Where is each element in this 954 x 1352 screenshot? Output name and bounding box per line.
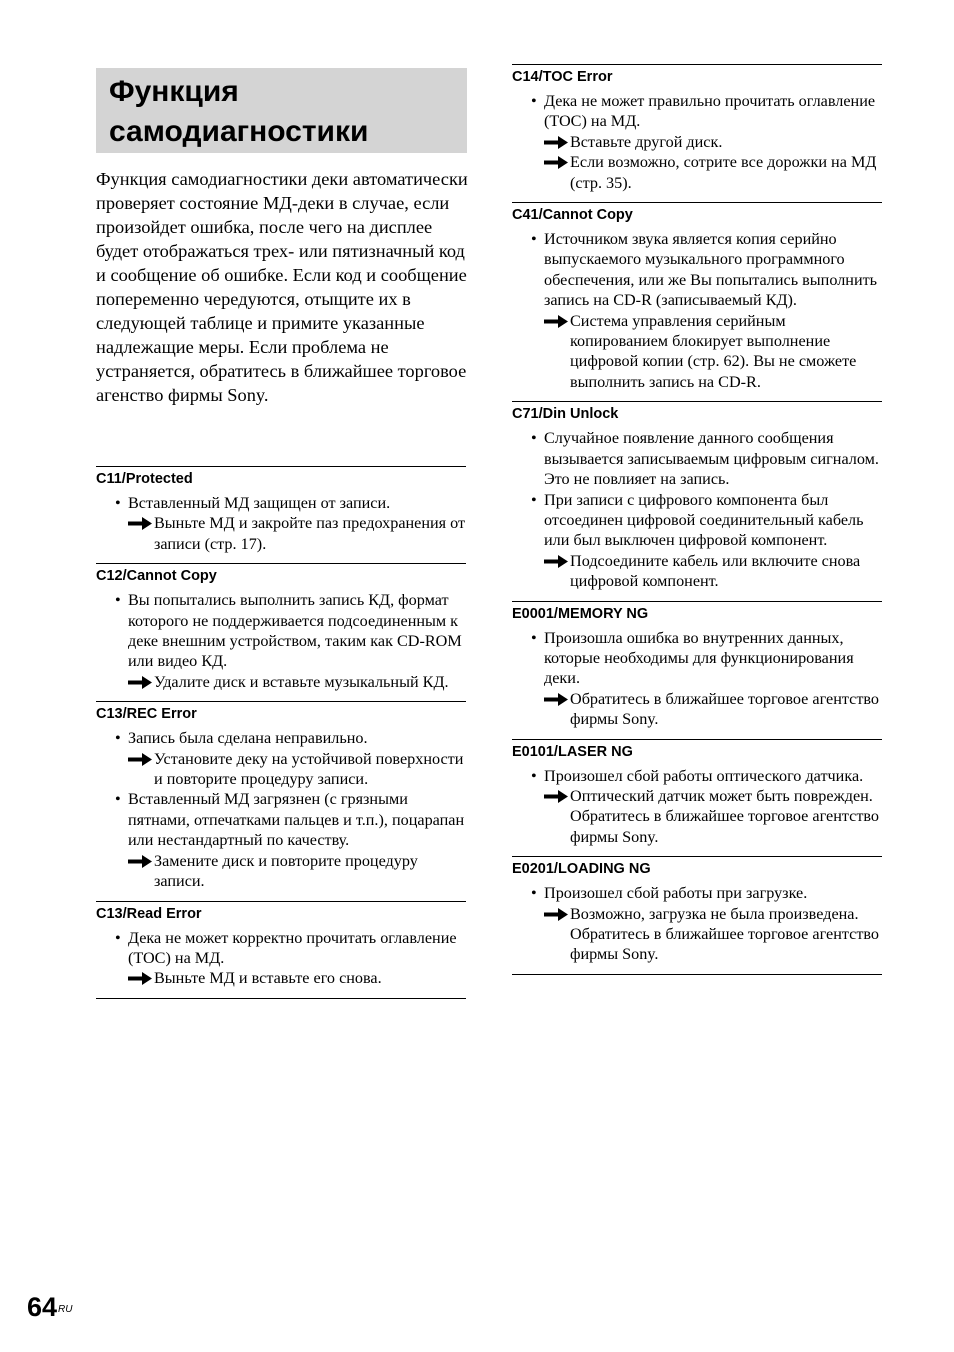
cause-text: Вы попытались выполнить запись КД, формат которого не поддерживается подсоединенным к деке внешним устройством, таким как CD-ROM или видео КД. xyxy=(128,591,462,671)
arrow-right-icon xyxy=(544,908,568,921)
remedy-text: Удалите диск и вставьте музыкальный КД. xyxy=(154,672,449,691)
error-section xyxy=(512,64,882,202)
cause-item xyxy=(96,789,466,850)
arrow-right-icon xyxy=(544,555,568,568)
bullet-icon: • xyxy=(115,494,121,512)
cause-text: При записи с цифрового компонента был отсоединен цифровой соединительный кабель или был выключен цифровой компонент. xyxy=(544,490,864,550)
remedy-text: Выньте МД и закройте паз предохранения от записи (стр. 17). xyxy=(154,514,466,553)
remedy-item xyxy=(512,551,882,592)
page-number: 64 xyxy=(27,1292,58,1322)
arrow-right-icon xyxy=(128,855,152,868)
bullet-icon: • xyxy=(115,591,121,610)
remedy-text: Замените диск и повторите процедуру записи. xyxy=(154,851,418,891)
error-section xyxy=(96,901,466,999)
error-section xyxy=(96,466,466,563)
arrow-right-icon xyxy=(128,972,152,985)
remedy-item xyxy=(96,968,466,988)
bullet-icon: • xyxy=(531,429,537,448)
remedy-item xyxy=(512,311,882,393)
remedy-item xyxy=(96,851,466,892)
remedy-item xyxy=(512,152,882,193)
error-section xyxy=(512,401,882,600)
error-code-title: C14/TOC Error xyxy=(512,69,613,85)
error-code-title: E0001/MEMORY NG xyxy=(512,605,649,622)
error-code-title: C12/Cannot Copy xyxy=(96,568,217,585)
cause-text: Произошел сбой работы оптического датчика. xyxy=(544,766,864,785)
remedy-text: Система управления серийным копированием блокирует выполнение цифровой копии (стр. 62). Вы не сможете выполнить запись на CD-R. xyxy=(570,311,857,391)
cause-item xyxy=(96,928,466,969)
arrow-right-icon xyxy=(128,676,152,689)
cause-text: Источником звука является копия серийно выпускаемого музыкального программного обеспечения, или же Вы попытались выполнить запись на CD-R (записываемый КД). xyxy=(544,230,878,310)
right-column xyxy=(512,64,882,975)
error-code-title: C13/Read Error xyxy=(96,905,202,922)
remedy-text: Установите деку на устойчивой поверхности и повторите процедуру записи. xyxy=(154,749,464,789)
error-code-title: C11/Protected xyxy=(96,471,193,487)
arrow-right-icon xyxy=(544,136,568,149)
remedy-text: Подсоедините кабель или включите снова цифровой компонент. xyxy=(570,551,861,591)
arrow-right-icon xyxy=(544,693,568,706)
error-section xyxy=(512,202,882,401)
cause-item xyxy=(96,728,466,748)
intro-paragraph: Функция самодиагностики деки автоматически проверяет состояние МД-деки в случае, если произойдет ошибка, после чего на дисплее будет отображаться трех- или пятизначный код и сообщение об ошибке. Если код и сообщение попеременно чередуются, отыщите их в следующей таблице и примите указанные надлежащие меры. Если проблема не устраняется, обратитесь в ближайшее торговое агенство фирмы Sony. xyxy=(96,169,468,405)
arrow-right-icon xyxy=(544,315,568,328)
remedy-item xyxy=(512,132,882,152)
remedy-text: Возможно, загрузка не была произведена. Обратитесь в ближайшее торговое агентство фирмы Sony. xyxy=(570,904,880,964)
bullet-icon: • xyxy=(531,766,537,785)
cause-text: Вставленный МД защищен от записи. xyxy=(128,494,391,512)
error-code-title: C41/Cannot Copy xyxy=(512,207,633,224)
cause-item xyxy=(512,428,882,489)
remedy-text: Вставьте другой диск. xyxy=(570,132,723,151)
arrow-right-icon xyxy=(544,156,568,169)
cause-item xyxy=(96,493,466,513)
remedy-item xyxy=(96,749,466,790)
remedy-item xyxy=(512,786,882,847)
error-section xyxy=(512,601,882,739)
cause-text: Дека не может правильно прочитать оглавление (TOC) на МД. xyxy=(544,92,876,131)
cause-item xyxy=(512,490,882,551)
cause-item xyxy=(512,229,882,311)
cause-text: Вставленный МД загрязнен (с грязными пятнами, отпечатками пальцев и т.п.), поцарапан или нестандартный по качеству. xyxy=(128,790,465,850)
error-code-title: C13/REC Error xyxy=(96,706,197,723)
error-section xyxy=(96,563,466,701)
error-code-title: C71/Din Unlock xyxy=(512,406,619,423)
bullet-icon: • xyxy=(531,884,537,903)
cause-item xyxy=(512,628,882,689)
cause-text: Случайное появление данного сообщения вызывается записываемым цифровым сигналом. Это не повлияет на запись. xyxy=(544,429,879,489)
bullet-icon: • xyxy=(531,230,537,249)
page-title: Функция самодиагностики xyxy=(109,75,369,148)
cause-item xyxy=(512,766,882,786)
remedy-item xyxy=(512,689,882,730)
cause-item xyxy=(512,883,882,903)
bullet-icon: • xyxy=(115,790,121,809)
bullet-icon: • xyxy=(531,92,537,110)
cause-text: Произошла ошибка во внутренних данных, которые необходимы для функционирования деки. xyxy=(544,628,854,688)
cause-item xyxy=(96,590,466,672)
arrow-right-icon xyxy=(128,517,152,530)
cause-item xyxy=(512,91,882,132)
remedy-item xyxy=(512,904,882,965)
bullet-icon: • xyxy=(531,490,537,509)
page-title-box xyxy=(96,68,467,153)
error-section xyxy=(512,856,882,975)
remedy-text: Выньте МД и вставьте его снова. xyxy=(154,969,382,988)
arrow-right-icon xyxy=(128,753,152,766)
cause-text: Дека не может корректно прочитать оглавление (TOC) на МД. xyxy=(128,928,457,967)
remedy-item xyxy=(96,513,466,554)
bullet-icon: • xyxy=(531,628,537,647)
error-section xyxy=(96,701,466,900)
remedy-text: Если возможно, сотрите все дорожки на МД (стр. 35). xyxy=(570,153,877,192)
cause-text: Произошел сбой работы при загрузке. xyxy=(544,884,808,903)
cause-text: Запись была сделана неправильно. xyxy=(128,729,368,748)
error-section xyxy=(512,739,882,857)
left-column xyxy=(96,466,466,999)
bullet-icon: • xyxy=(115,729,121,748)
remedy-text: Оптический датчик может быть поврежден. Обратитесь в ближайшее торговое агентство фирмы Sony. xyxy=(570,786,880,846)
remedy-text: Обратитесь в ближайшее торговое агентство фирмы Sony. xyxy=(570,689,880,729)
remedy-item xyxy=(96,672,466,692)
page-language: RU xyxy=(58,1304,73,1315)
arrow-right-icon xyxy=(544,790,568,803)
error-code-title: E0101/LASER NG xyxy=(512,743,633,760)
error-code-title: E0201/LOADING NG xyxy=(512,861,651,878)
bullet-icon: • xyxy=(115,928,121,947)
